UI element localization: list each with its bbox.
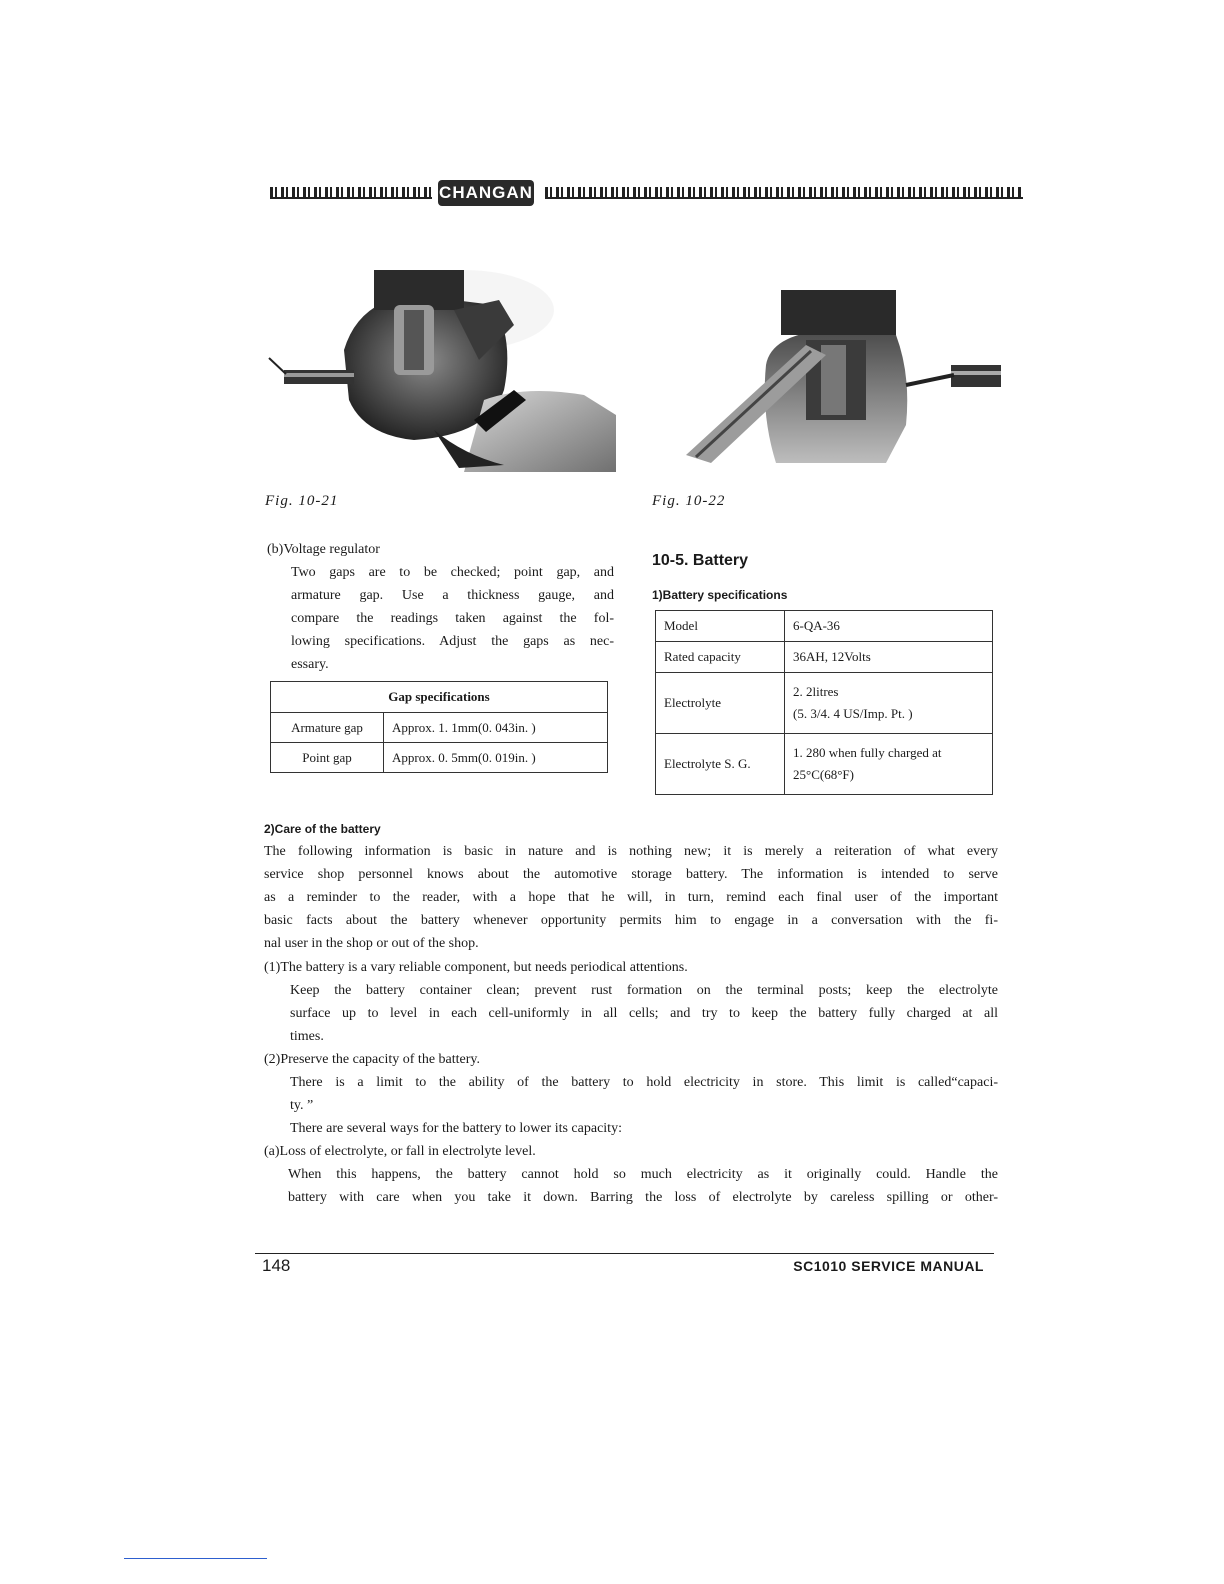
battery-row-value: 36AH, 12Volts — [785, 642, 993, 673]
regulator-gauge-photo-icon — [686, 285, 1002, 465]
voltage-regulator-photo-icon — [264, 240, 616, 472]
table-row — [656, 734, 993, 795]
battery-row-value-cell — [785, 673, 993, 734]
regulator-text-line-4: lowing specifications. Adjust the gaps as nec- — [291, 634, 614, 649]
care-item-a-line-2: battery with care when you take it down. Barring the loss of electrolyte by careless spilling or other- — [288, 1190, 998, 1205]
care-item-2-heading: (2)Preserve the capacity of the battery. — [264, 1052, 480, 1067]
battery-section-title: 10-5. Battery — [652, 552, 749, 569]
care-of-battery-title: 2)Care of the battery — [264, 822, 381, 836]
battery-row-value-cell — [785, 734, 993, 795]
header-pattern-right — [545, 187, 1023, 199]
table-row — [656, 642, 993, 673]
care-item-1-line-3: times. — [290, 1029, 324, 1044]
figure-10-22-photo — [686, 285, 1002, 465]
bottom-rule — [124, 1558, 267, 1559]
table-row — [656, 611, 993, 642]
battery-row-label: Electrolyte — [656, 673, 785, 734]
care-intro-line-4: basic facts about the battery whenever opportunity permits him to engage in a conversation with the fi- — [264, 913, 998, 928]
voltage-regulator-heading: (b)Voltage regulator — [267, 542, 380, 557]
battery-row-label: Electrolyte S. G. — [656, 734, 785, 795]
care-item-a-line-1: When this happens, the battery cannot hold so much electricity as it originally could. Handle the — [288, 1167, 998, 1182]
battery-row-value-2: (5. 3/4. 4 US/Imp. Pt. ) — [793, 706, 913, 721]
table-row — [271, 743, 608, 773]
battery-row-value: 2. 2litres — [793, 684, 839, 699]
manual-title: SC1010 SERVICE MANUAL — [793, 1258, 984, 1274]
care-intro-line-3: as a reminder to the reader, with a hope that he will, in turn, remind each final user of the important — [264, 890, 998, 905]
care-item-1-heading: (1)The battery is a vary reliable component, but needs periodical attentions. — [264, 960, 688, 975]
battery-specifications-subtitle: 1)Battery specifications — [652, 588, 788, 602]
table-row — [271, 682, 608, 713]
care-intro-line-2: service shop personnel knows about the automotive storage battery. The information is intended to serve — [264, 867, 998, 882]
care-item-2-line-1: There is a limit to the ability of the battery to hold electricity in store. This limit is called“capaci- — [290, 1075, 998, 1090]
care-item-a-heading: (a)Loss of electrolyte, or fall in electrolyte level. — [264, 1144, 536, 1159]
page-number: 148 — [262, 1256, 291, 1275]
battery-row-value-2: 25°C(68°F) — [793, 767, 854, 782]
battery-row-value: 6-QA-36 — [785, 611, 993, 642]
gap-row-value: Approx. 0. 5mm(0. 019in. ) — [384, 743, 608, 773]
battery-row-label: Rated capacity — [656, 642, 785, 673]
gap-row-label: Armature gap — [271, 713, 384, 743]
regulator-text-line-3: compare the readings taken against the fol- — [291, 611, 614, 626]
gap-specifications-table — [270, 681, 608, 773]
care-item-2-line-2: ty. ” — [290, 1098, 314, 1113]
gap-table-title: Gap specifications — [271, 682, 608, 713]
care-item-1-line-1: Keep the battery container clean; prevent rust formation on the terminal posts; keep the electrolyte — [290, 983, 998, 998]
care-item-2-line-3: There are several ways for the battery to lower its capacity: — [290, 1121, 622, 1136]
battery-row-value: 1. 280 when fully charged at — [793, 745, 942, 760]
battery-row-label: Model — [656, 611, 785, 642]
gap-row-value: Approx. 1. 1mm(0. 043in. ) — [384, 713, 608, 743]
figure-10-22-caption: Fig. 10-22 — [652, 493, 726, 509]
gap-row-label: Point gap — [271, 743, 384, 773]
header-pattern-left — [270, 187, 432, 199]
table-row — [271, 713, 608, 743]
regulator-text-line-1: Two gaps are to be checked; point gap, and — [291, 565, 614, 580]
care-intro-line-1: The following information is basic in nature and is nothing new; it is merely a reiteration of what every — [264, 844, 998, 859]
care-item-1-line-2: surface up to level in each cell-uniformly in all cells; and try to keep the battery fully charged at all — [290, 1006, 998, 1021]
figure-10-21-caption: Fig. 10-21 — [265, 493, 339, 509]
regulator-text-line-2: armature gap. Use a thickness gauge, and — [291, 588, 614, 603]
changan-logo: CHANGAN — [438, 180, 534, 206]
battery-specifications-table — [655, 610, 993, 795]
figure-10-21-photo — [264, 240, 616, 472]
table-row — [656, 673, 993, 734]
regulator-text-line-5: essary. — [291, 657, 329, 672]
care-intro-line-5: nal user in the shop or out of the shop. — [264, 936, 479, 951]
footer-divider — [255, 1253, 994, 1254]
